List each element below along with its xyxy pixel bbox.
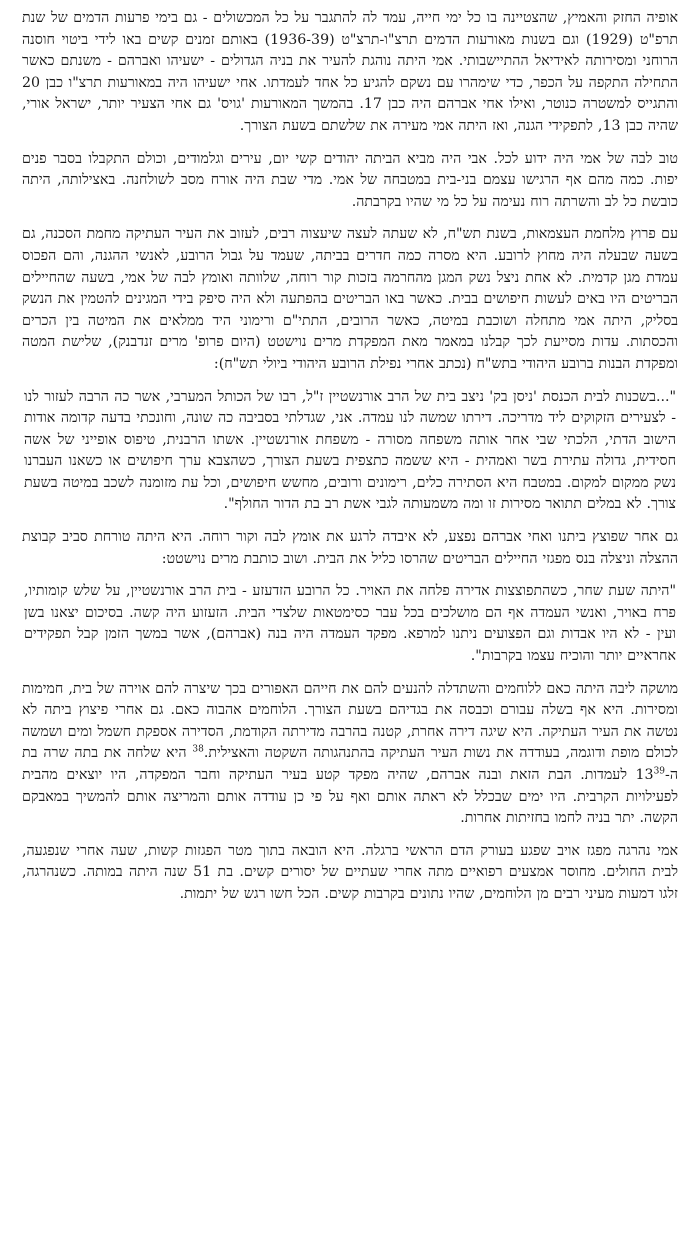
quote-ornstein-house: "...בשכנות לבית הכנסת 'ניסן בק' ניצב בית של הרב אורנשטיין ז"ל, רבו של הכותל המערבי, אשר כה הרבה לעזור לנו - לצעירים הזקוקים ליד מדריכה. דירתו שמשה לנו עמדה. אני, שגדלתי בסביבה כה שונה, וחונכתי בדעה קדומה אודות הישוב הדתי, הלכתי שבי אחר אותה משפחה מסורה - משפחת אורנשטיין. אשתו הרבנית, טיפוס אופייני של אשה חסידית, גדולה עתירת בשר ואמהית - היא ששמה כתצפית בשעת הצורך, כשהצבא ערך חיפושים או כשאנו העברנו נשק ממקום למקום. במטבח היא הסתירה כלים, רימונים ורובים, מחשש חיפושים, וכל עת מזומנה לשכב במיטה בשעת צורך. לא במלים תתואר מסירות זו ומה משמעותה לגבי אשת רב בת הדור החולף". (24, 388, 676, 513)
paragraph-kindness: טוב לבה של אמי היה ידוע לכל. אבי היה מביא הביתה יהודים קשי יום, עירים וגלמודים, וכולם התקבלו בסבר פנים יפות. כמה מהם אף הרגישו עצמם בני-בית במטבחה של אמי. מדי שבת היה אורח מסב לשולחנה. באצילותה, היתה כובשת כל לב והשרתה רוח נעימה על כל מי שהיו בקרבתה. (22, 150, 678, 210)
paragraph-mother-of-fighters (22, 679, 678, 830)
daughter-sentence-cont: לעמדות. הבת הזאת ובנה אברהם, שהיה מפקד קטע בעיר העתיקה וחבר המפקדה, היו יוצאים מהבית לפעילויות הקרבית. היו ימים שבכלל לא ראתה אותם ואף על פי כן עודדה אותם והמריצה אותם להמשיך במאבקם הקשה. יתר בניה לחמו בחזיתות אחרות. (22, 767, 678, 827)
quote-explosion: "היתה שעת שחר, כשהתפוצצות אדירה פלחה את האויר. כל הרובע הזדעזע - בית הרב אורנשטיין, על שלש קומותיו, פרח באויר, ואנשי העמדה אף הם מושלכים בכל עבר כסימטאות שלצדי הבית. הזעזוע היה קשה. בסיכום יצאנו בשן ועין - לא היו אבדות וגם הפצועים ניתנו למרפא. מפקד העמדה היה בנה (אברהם), אשר במשך הזמן קבל תפקידים אחראיים יותר והוכיח עצמו בקרבות". (24, 583, 676, 665)
paragraph-mother-of-fighters-text: מושקה ליבה היתה כאם ללוחמים והשתדלה להנעים להם את חייהם האפורים בכך שיצרה להם אוירה של בית, חמימות ומסירות. היא אף בשלה עבורם וכבסה את בגדיהם בשעת הצורך. הלוחמים אהבוה כאם. גם אחרי פיצוץ ביתה לא נטשה את העיר העתיקה. היא שיגה דירה אחרת, קטנה בהרבה מדירתה הקודמת, הסדירה אספקת חשמל ומים ושמשה לכולם מופת ודוגמה, בעודדה את נשות העיר העתיקה בהתנהגותה השקטה והאצילית. (22, 680, 679, 762)
paragraph-house-blown: גם אחר שפוצץ ביתנו ואחי אברהם נפצע, לא איבדה לרגע את אומץ לבה וקור רוחה. היא היתה טורחת סביב קבוצת ההצלה וניצלה בנס מפגזי החיילים הבריטים שהרסו כליל את הבית. ושוב כותבת מרים נוישטט: (22, 529, 678, 567)
footnote-mark-38: 38 (192, 744, 204, 755)
footnote-mark-39: 39 (653, 766, 666, 777)
paragraph-mother-strength: אופיה החזק והאמיץ, שהצטיינה בו כל ימי חייה, עמד לה להתגבר על כל המכשולים - גם בימי פרעות הדמים של שנת תרפ"ט (1929) וגם בשנות מאורעות הדמים תרצ"ו-תרצ"ט (1936-39) באותם זמנים קשים באו לידי ביטוי חוסנה הרוחני ומסירותה לאידיאל ההתיישבותי. אמי היתה נוהגת להעיר את בניה הגדולים - ישעיהו ואברהם - משנתם כאשר התחילה התקפה על הכפר, כדי שימהרו עם נשקם להגיע כל אחד לעמדתו. אחי ישעיהו היה במאורעות תרצ"ו כבן 20 והתגייס למשטרה כנוטר, ואילו אחי אברהם היה כבן 17. בהמשך המאורעות 'גויס' גם אחי הצעיר יותר, ישראל אורי, שהיה כבן 13, לתפקידי הגנה, ואז היתה אמי מעירה את שלשתם בשעת הצורך. (22, 10, 678, 134)
paragraph-independence-war: עם פרוץ מלחמת העצמאות, בשנת תש"ח, לא שעתה לעצה שיעצוה רבים, לעזוב את העיר העתיקה מחמת הסכנה, גם בשעה שבעלה היה מחוץ לרובע. היא מסרה כמה חדרים בביתה, שעמד על גבול הרובע, לאנשי ההגנה, והם הפכוס עמדת מגן קדמית. לא אחת ניצל נשק המגן מהחרמה בזכות קור רוחה, שלוותה ואומץ לבה של אמי, בשעה שהחיילים הבריטים היו באים לעשות חיפושים בבית. כאשר באו הבריטים בהפתעה ולא היה סיפק בידי המגינים להטמין את הנשק בסליק, היתה אמי מתחלה ושוכבת במיטה, כאשר הרובים, התתי"ם ורימוני היד ממלאים את המיטה בין הכרים והכסתות. עדות מסייעת לכך קבלנו במאמר מאת המפקדת מרים נוישטט (היום פרופ' מרים זנדבנק), שלישת המטה ומפקדת הבנות ברובע היהודי בתש"ח (נכתב אחרי נפילת הרובע היהודי ביולי תש"ח): (22, 226, 678, 372)
daughter-sentence: היא שלחה את בתה שרה בת ה-13 (22, 745, 678, 783)
paragraph-death: אמי נהרגה מפגז אויב שפגע בעורק הדם הראשי ברגלה. היא הובאה בתוך מטר הפגזות קשות, שעה אחרי שנפגעה, לבית החולים. מחוסר אמצעים רפואיים מתה אחרי שעתיים של יסורים קשים. בת 51 שנה היתה במותה. כשנהרגה, זלגו דמעות מעיני רבים מן הלוחמים, שהיו נתונים בקרבות קשים. הכל חשו רגש של יתמות. (22, 842, 678, 902)
